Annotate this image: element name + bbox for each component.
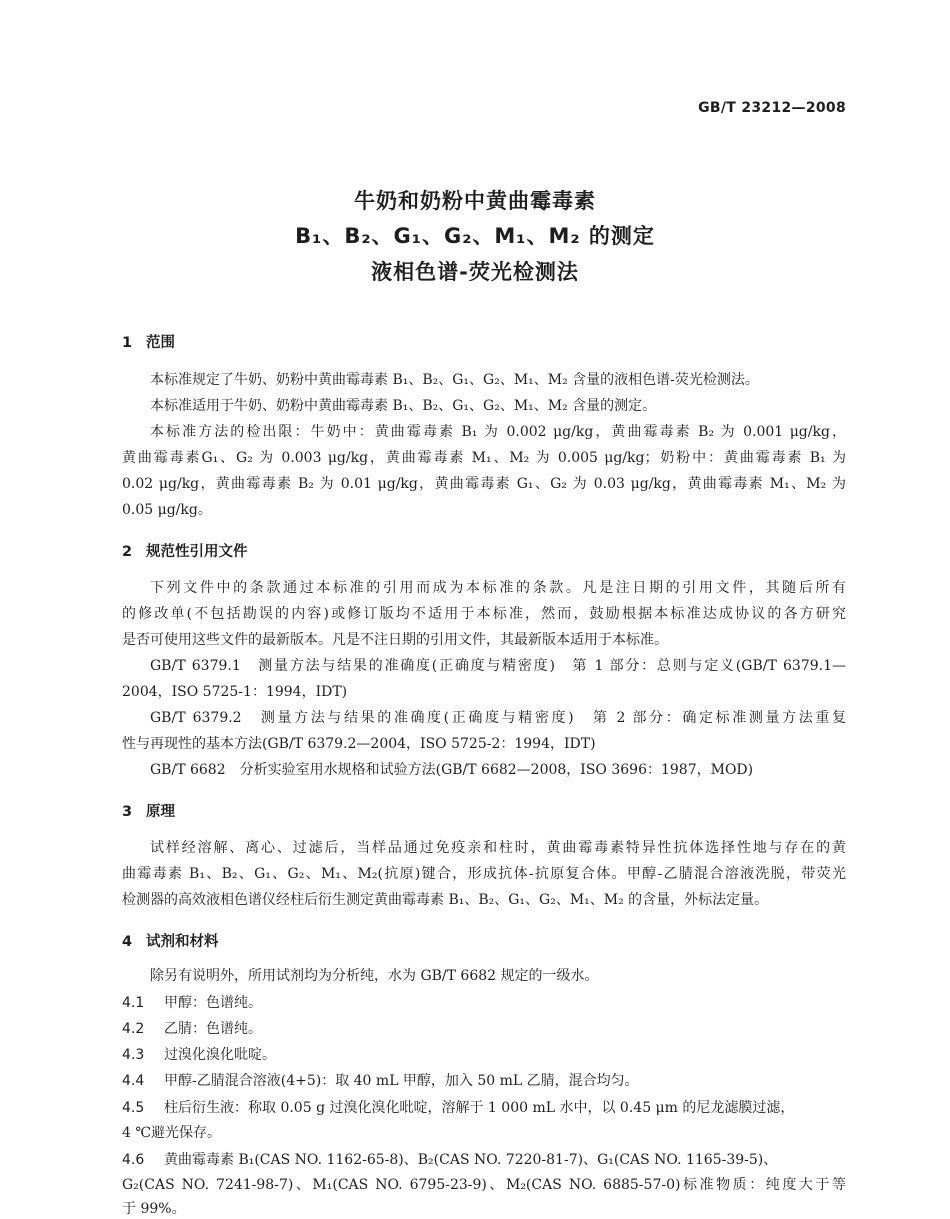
section-title: 规范性引用文件 [146, 544, 248, 560]
clause-number: 4.6 [122, 1152, 145, 1168]
section-4-heading [122, 930, 219, 951]
paragraph-line: 除另有说明外，所用试剂均为分析纯，水为 GB/T 6682 规定的一级水。 [150, 968, 599, 984]
paragraph-line: 检测器的高效液相色谱仪经柱后衍生测定黄曲霉毒素 B₁、B₂、G₁、G₂、M₁、M₂ 的含量，外标法定量。 [122, 892, 769, 908]
section-number: 4 [122, 934, 133, 950]
clause-4-3 [122, 1044, 276, 1064]
section-3-heading [122, 800, 175, 821]
paragraph-line: 下列文件中的条款通过本标准的引用而成为本标准的条款。凡是注日期的引用文件，其随后所有 [150, 580, 846, 596]
section-number: 3 [122, 804, 133, 820]
paragraph-line: 0.02 μg/kg，黄曲霉毒素 B₂ 为 0.01 μg/kg，黄曲霉毒素 G₁、G₂ 为 0.03 μg/kg，黄曲霉毒素 M₁、M₂ 为 [122, 476, 846, 492]
clause-continuation: G₂(CAS NO. 7241-98-7)、M₁(CAS NO. 6795-23-9)、M₂(CAS NO. 6885-57-0)标准物质：纯度大于等 [122, 1177, 846, 1193]
section-1-heading [122, 331, 175, 352]
paragraph-line: 本标准适用于牛奶、奶粉中黄曲霉毒素 B₁、B₂、G₁、G₂、M₁、M₂ 含量的测定。 [150, 398, 657, 414]
title-line-2: B₁、B₂、G₁、G₂、M₁、M₂ 的测定 [295, 224, 655, 248]
paragraph-line: 曲霉毒素 B₁、B₂、G₁、G₂、M₁、M₂(抗原)键合，形成抗体-抗原复合体。甲醇-乙腈混合溶液洗脱，带荧光 [122, 866, 846, 882]
clause-text: 柱后衍生液：称取 0.05 g 过溴化溴化吡啶，溶解于 1 000 mL 水中，以 0.45 μm 的尼龙滤膜过滤， [164, 1100, 795, 1116]
paragraph-line: 试样经溶解、离心、过滤后，当样品通过免疫亲和柱时，黄曲霉毒素特异性抗体选择性地与存在的黄 [150, 840, 846, 856]
title-line-3: 液相色谱-荧光检测法 [371, 260, 579, 284]
clause-text: 甲醇-乙腈混合溶液(4+5)：取 40 mL 甲醇，加入 50 mL 乙腈，混合均匀。 [164, 1073, 639, 1089]
section-number: 1 [122, 335, 133, 351]
reference-line: 性与再现性的基本方法(GB/T 6379.2—2004，ISO 5725-2：1994，IDT) [122, 736, 596, 752]
reference-line: GB/T 6682 分析实验室用水规格和试验方法(GB/T 6682—2008，ISO 3696：1987，MOD) [150, 762, 754, 778]
clause-number: 4.4 [122, 1073, 145, 1089]
clause-4-5 [122, 1097, 794, 1117]
clause-text: 乙腈：色谱纯。 [164, 1021, 262, 1037]
clause-text: 黄曲霉毒素 B₁(CAS NO. 1162-65-8)、B₂(CAS NO. 7220-81-7)、G₁(CAS NO. 1165-39-5)、 [164, 1152, 778, 1168]
clause-4-4 [122, 1070, 639, 1090]
clause-number: 4.2 [122, 1021, 145, 1037]
title-line-1: 牛奶和奶粉中黄曲霉毒素 [354, 189, 596, 213]
clause-number: 4.5 [122, 1100, 145, 1116]
paragraph-line: 本标准方法的检出限：牛奶中：黄曲霉毒素 B₁ 为 0.002 μg/kg，黄曲霉毒素 B₂ 为 0.001 μg/kg， [150, 424, 846, 440]
paragraph-line: 0.05 μg/kg。 [122, 502, 212, 518]
reference-line: 2004，ISO 5725-1：1994，IDT) [122, 684, 348, 700]
clause-text: 甲醇：色谱纯。 [164, 995, 262, 1011]
section-title: 试剂和材料 [146, 934, 219, 950]
section-title: 范围 [146, 335, 175, 351]
clause-continuation: 4 ℃避光保存。 [122, 1125, 222, 1141]
clause-4-2 [122, 1018, 262, 1038]
clause-text: 过溴化溴化吡啶。 [164, 1047, 276, 1063]
reference-line: GB/T 6379.1 测量方法与结果的准确度(正确度与精密度) 第 1 部分：总则与定义(GB/T 6379.1— [150, 658, 846, 674]
clause-4-1 [122, 992, 262, 1012]
paragraph-line: 的修改单(不包括勘误的内容)或修订版均不适用于本标准，然而，鼓励根据本标准达成协议的各方研究 [122, 606, 846, 622]
paragraph-line: 黄曲霉毒素G₁、G₂ 为 0.003 μg/kg，黄曲霉毒素 M₁、M₂ 为 0.005 μg/kg；奶粉中：黄曲霉毒素 B₁ 为 [122, 450, 846, 466]
paragraph-line: 是否可使用这些文件的最新版本。凡是不注日期的引用文件，其最新版本适用于本标准。 [122, 632, 668, 648]
clause-continuation: 于 99%。 [122, 1201, 186, 1217]
paragraph-line: 本标准规定了牛奶、奶粉中黄曲霉毒素 B₁、B₂、G₁、G₂、M₁、M₂ 含量的液相色谱-荧光检测法。 [150, 372, 759, 388]
section-title: 原理 [146, 804, 175, 820]
reference-line: GB/T 6379.2 测量方法与结果的准确度(正确度与精密度) 第 2 部分：确定标准测量方法重复 [150, 710, 846, 726]
clause-number: 4.3 [122, 1047, 145, 1063]
clause-4-6 [122, 1149, 777, 1169]
standard-code: GB/T 23212—2008 [698, 100, 846, 116]
clause-number: 4.1 [122, 995, 145, 1011]
section-number: 2 [122, 544, 133, 560]
section-2-heading [122, 540, 248, 561]
